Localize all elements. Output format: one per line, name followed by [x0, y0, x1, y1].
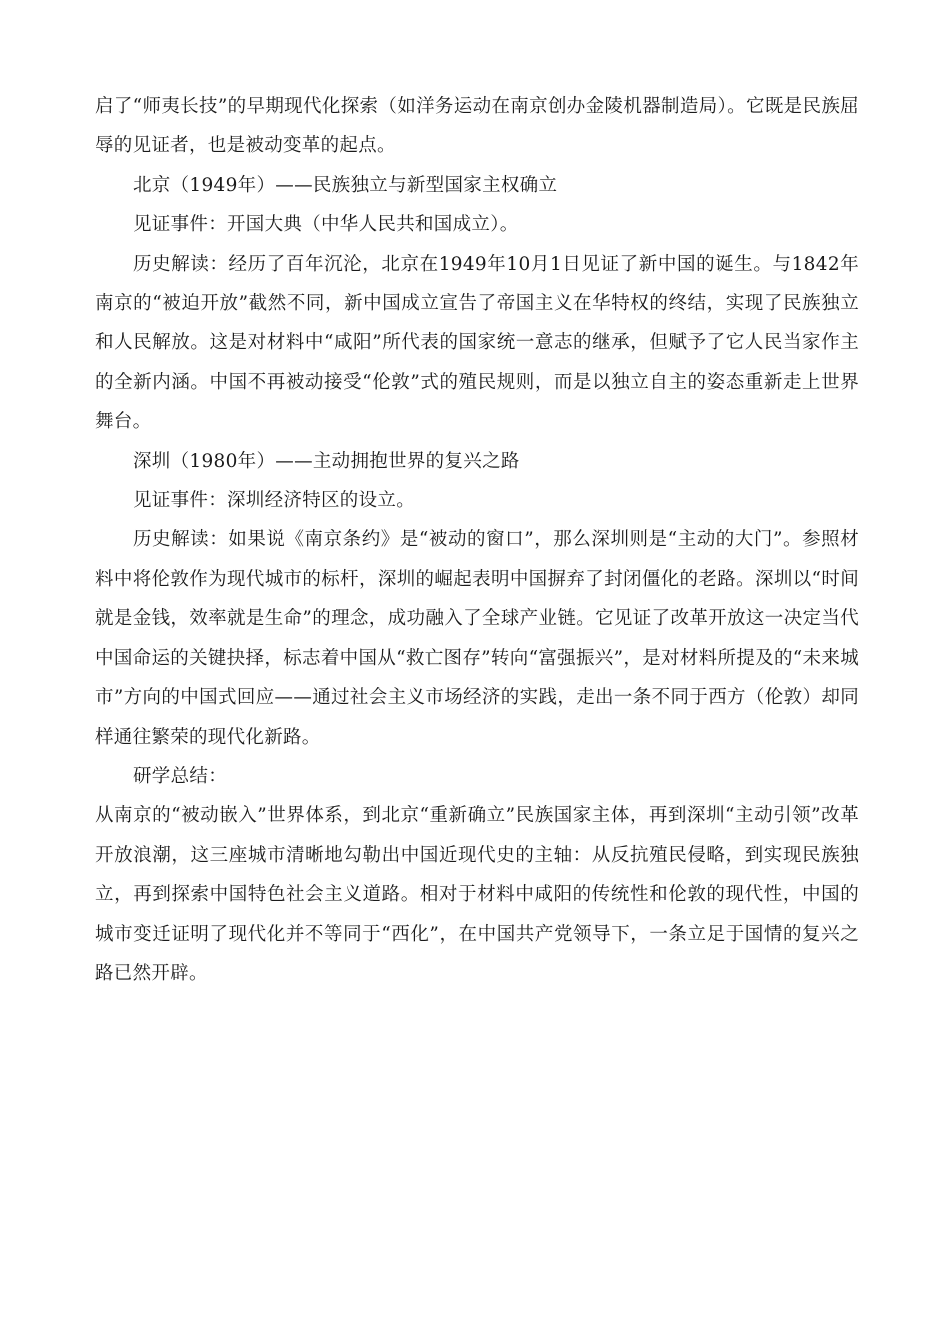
paragraph-shenzhen-interpretation: 历史解读：如果说《南京条约》是“被动的窗口”，那么深圳则是“主动的大门”。参照材料中将伦敦作为现代城市的标杆，深圳的崛起表明中国摒弃了封闭僵化的老路。深圳以“时间就是金钱，效率就是生命”的理念，成功融入了全球产业链。它见证了改革开放这一决定当代中国命运的关键抉择，标志着中国从“救亡图存”转向“富强振兴”，是对材料所提及的“未来城市”方向的中国式回应——通过社会主义市场经济的实践，走出一条不同于西方（伦敦）却同样通往繁荣的现代化新路。 [95, 529, 859, 748]
heading-summary: 研学总结： [133, 765, 228, 787]
paragraph-summary: 从南京的“被动嵌入”世界体系，到北京“重新确立”民族国家主体，再到深圳“主动引领”改革开放浪潮，这三座城市清晰地勾勒出中国近现代史的主轴：从反抗殖民侵略，到实现民族独立，再到探索中国特色社会主义道路。相对于材料中咸阳的传统性和伦敦的现代性，中国的城市变迁证明了现代化并不等同于“西化”，在中国共产党领导下，一条立足于国情的复兴之路已然开辟。 [95, 805, 859, 984]
paragraph-nanjing-conclusion: 启了“师夷长技”的早期现代化探索（如洋务运动在南京创办金陵机器制造局）。它既是民族屈辱的见证者，也是被动变革的起点。 [95, 96, 859, 157]
document-page [95, 87, 859, 993]
paragraph-beijing-event: 见证事件：开国大典（中华人民共和国成立）。 [133, 214, 519, 236]
paragraph-beijing-interpretation: 历史解读：经历了百年沉沦，北京在1949年10月1日见证了新中国的诞生。与1842年南京的“被迫开放”截然不同，新中国成立宣告了帝国主义在华特权的终结，实现了民族独立和人民解放。这是对材料中“咸阳”所代表的国家统一意志的继承，但赋予了它人民当家作主的全新内涵。中国不再被动接受“伦敦”式的殖民规则，而是以独立自主的姿态重新走上世界舞台。 [95, 253, 859, 433]
heading-beijing: 北京（1949年）——民族独立与新型国家主权确立 [133, 174, 558, 196]
paragraph-shenzhen-event: 见证事件：深圳经济特区的设立。 [133, 490, 416, 512]
heading-shenzhen: 深圳（1980年）——主动拥抱世界的复兴之路 [133, 450, 520, 472]
